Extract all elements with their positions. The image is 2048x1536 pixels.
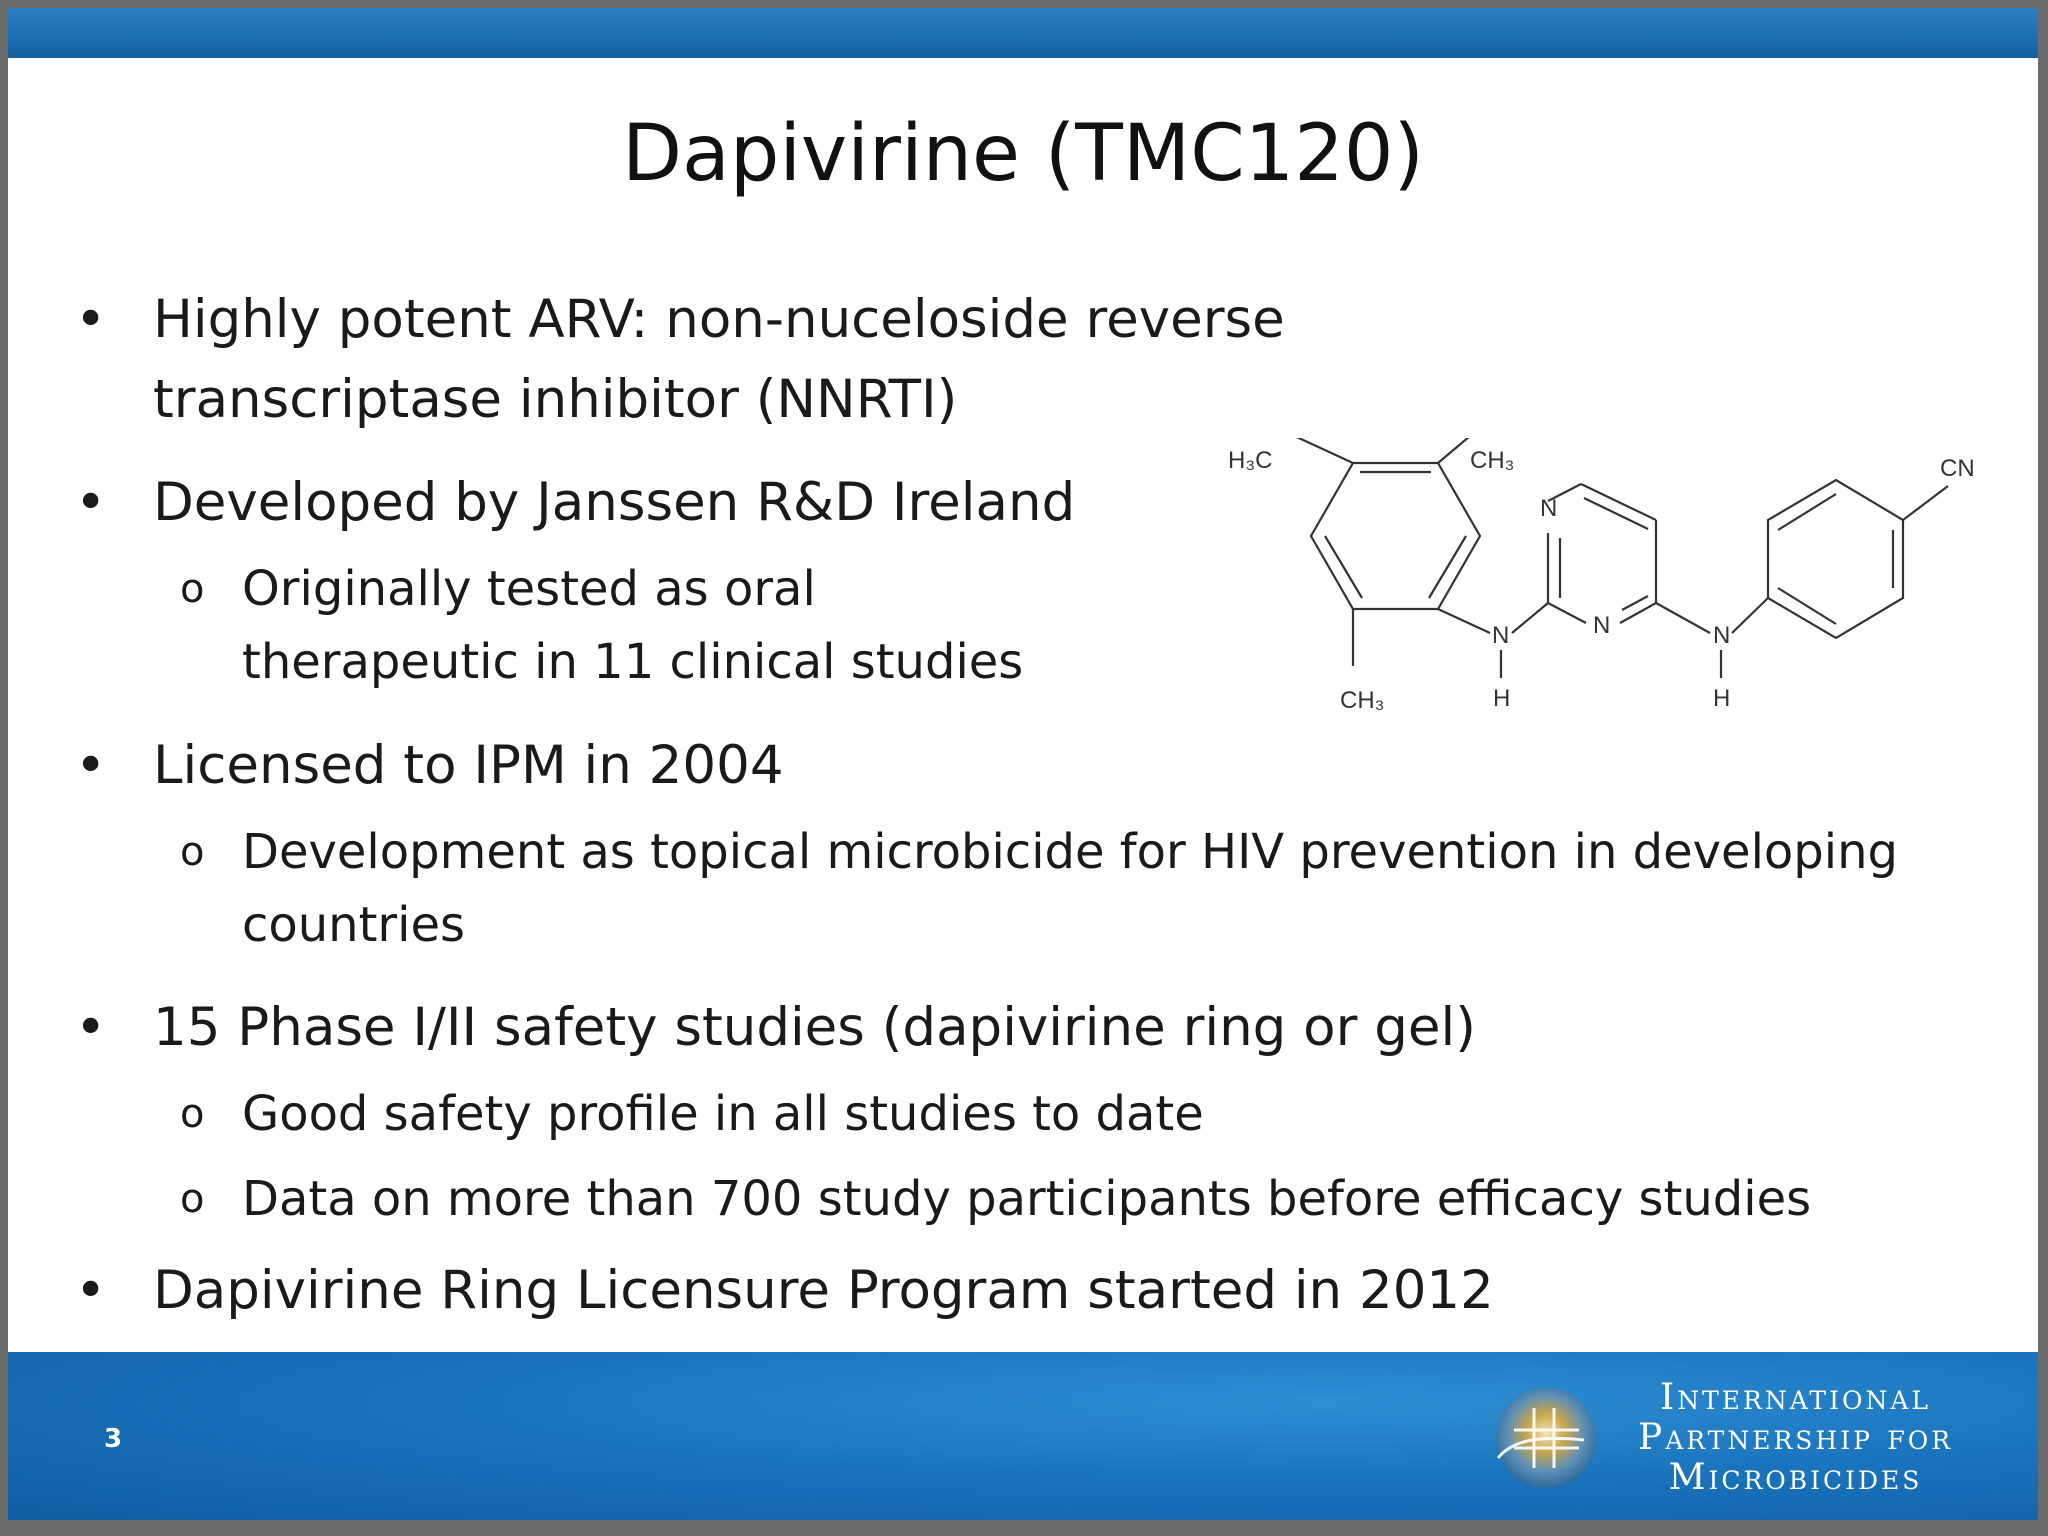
top-banner [8,8,2038,58]
bullet-2-line-1: Developed by Janssen R&D Ireland [153,472,1076,533]
bullet-marker: • [75,735,107,796]
sub-bullet-marker: o [180,1091,205,1137]
sub-bullet-3-1-line-2: countries [242,897,466,953]
ch3-bottom-label: CH₃ [1340,687,1385,714]
sub-bullet-3-1 [180,816,1898,962]
organization-name [1638,1378,1953,1498]
bullet-3 [75,726,784,806]
mesityl-double-bond [1429,536,1466,598]
sub-bullet-3-1-line-1: Development as topical microbicide for HIV prevention in developing [242,824,1898,880]
bullet-5-line-1: Dapivirine Ring Licensure Program started in 2012 [153,1260,1494,1321]
slide-title: Dapivirine (TMC120) [622,109,1424,199]
pyrimidine-double-bond [1584,498,1648,529]
bullet-4 [75,988,1476,1068]
sub-bullet-4-1 [180,1078,1204,1151]
amine-bond [1656,603,1710,633]
bullet-marker: • [75,472,107,533]
sub-bullet-marker: o [180,1176,205,1222]
mesityl-ring [1311,463,1480,609]
sub-bullet-4-1-line-1: Good safety profile in all studies to date [242,1086,1204,1142]
benzonitrile-ring [1768,480,1903,638]
bullet-1-line-2: transcriptase inhibitor (NNRTI) [153,369,958,430]
bullet-marker: • [75,289,107,350]
amine-bond [1512,603,1548,633]
sub-bullet-marker: o [180,566,205,612]
sub-bullet-2-1-line-2: therapeutic in 11 clinical studies [242,634,1024,690]
benzonitrile-double-bond [1778,588,1836,624]
org-line-1: International [1660,1377,1931,1418]
benzonitrile-double-bond [1778,494,1836,530]
amine-bond [1732,598,1768,633]
ch3-top-label: CH₃ [1470,447,1515,474]
cn-label: CN [1940,455,1975,482]
org-line-2: Partnership for [1638,1417,1954,1458]
amine-h-right: H [1713,685,1731,712]
h3c-label: H₃C [1228,447,1273,474]
bullet-marker: • [75,1260,107,1321]
mesityl-double-bond [1325,536,1362,598]
slide-number: 3 [104,1424,123,1454]
methyl-bond [1438,438,1470,463]
pyrimidine-n-bottom: N [1593,612,1611,639]
bullet-1 [75,280,1285,440]
pyrimidine-double-bond [1622,596,1648,610]
dapivirine-structure-diagram [1208,438,1998,728]
sub-bullet-4-2 [180,1163,1812,1236]
pyrimidine-n-top: N [1540,495,1558,522]
bullet-2 [75,463,1076,543]
bullet-marker: • [75,997,107,1058]
amine-h-left: H [1493,685,1511,712]
sub-bullet-4-2-line-1: Data on more than 700 study participants before efficacy studies [242,1171,1812,1227]
bullet-4-line-1: 15 Phase I/II safety studies (dapivirine ring or gel) [153,997,1476,1058]
pyrimidine-bond [1620,603,1656,623]
slide [8,8,2038,1520]
bullet-5 [75,1251,1494,1331]
pyrimidine-bond [1548,603,1586,623]
methyl-bond [1288,438,1353,463]
ipm-globe-logo [1484,1378,1604,1498]
sub-bullet-2-1-line-1: Originally tested as oral [242,561,816,617]
amine-n-left: N [1492,622,1510,649]
bullet-1-line-1: Highly potent ARV: non-nuceloside reverse [153,289,1285,350]
bullet-3-line-1: Licensed to IPM in 2004 [153,735,784,796]
org-line-3: Microbicides [1668,1457,1923,1498]
amine-n-right: N [1713,622,1731,649]
nitrile-bond [1903,486,1948,520]
sub-bullet-marker: o [180,829,205,875]
amine-bond [1438,609,1490,633]
sub-bullet-2-1 [180,553,1024,699]
